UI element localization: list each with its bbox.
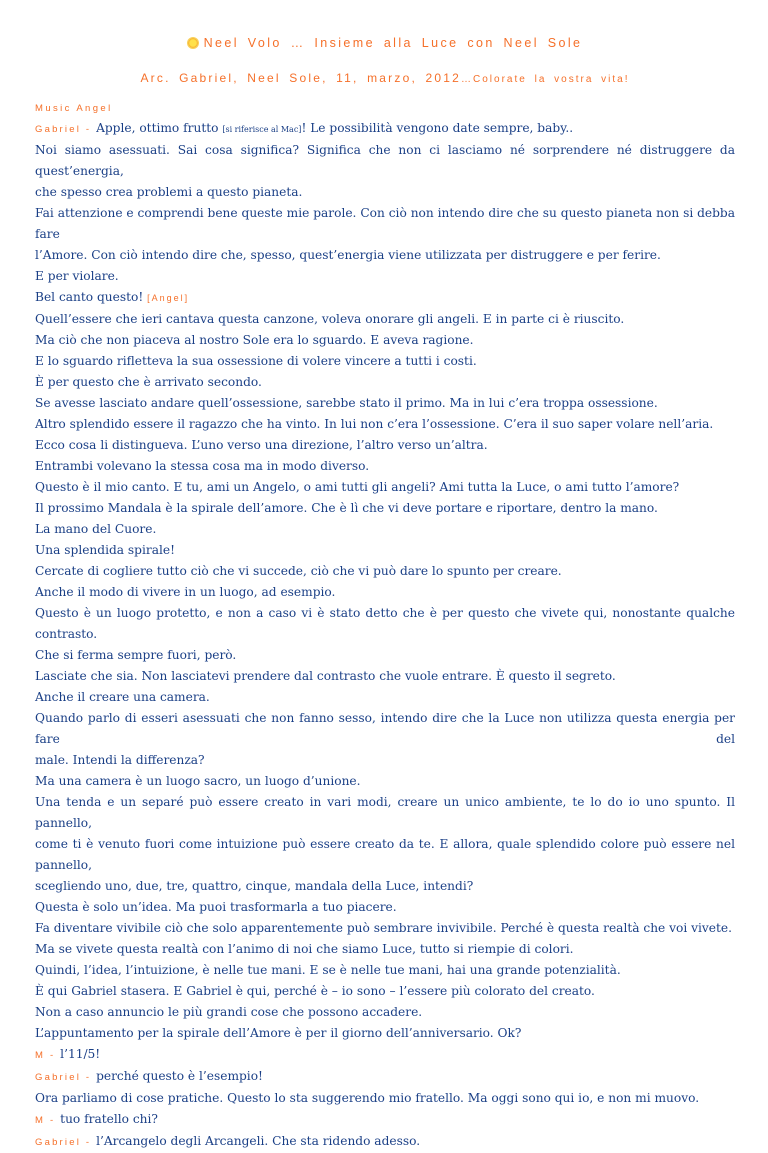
transcript-line [35, 1109, 735, 1131]
line-text: Questa è solo un’idea. Ma puoi trasformarla a tuo piacere. [35, 900, 397, 914]
speaker-label: Gabriel [35, 124, 82, 135]
line-text: Ecco cosa li distingueva. L’uno verso una direzione, l’altro verso un’altra. [35, 438, 488, 452]
transcript-line [35, 1066, 735, 1088]
line-text: Se avesse lasciato andare quell’ossessione, sarebbe stato il primo. Ma in lui c’era troppa ossessione. [35, 396, 658, 410]
inline-note: [si riferisce al Mac] [222, 125, 302, 134]
speaker-label: Gabriel [35, 1072, 82, 1083]
line-text: Anche il creare una camera. [35, 690, 210, 704]
transcript-line [35, 897, 735, 918]
transcript-line [35, 603, 735, 645]
transcript-line [35, 582, 735, 603]
line-text: l’11/5! [60, 1047, 101, 1061]
music-label: Music Angel [35, 103, 113, 114]
document-subtitle: Arc. Gabriel, Neel Sole, 11, marzo, 2012…Colorate la vostra vita! [140, 71, 630, 85]
transcript-line [35, 351, 735, 372]
line-text: Quando parlo di esseri asessuati che non fanno sesso, intendo dire che la Luce non utilizza questa energia per fare del [35, 711, 735, 746]
transcript-line [35, 876, 735, 897]
line-text: Ma ciò che non piaceva al nostro Sole era lo sguardo. E aveva ragione. [35, 333, 474, 347]
line-text: Anche il modo di vivere in un luogo, ad esempio. [35, 585, 336, 599]
transcript-line [35, 118, 735, 140]
line-text: È qui Gabriel stasera. E Gabriel è qui, perché è – io sono – l’essere più colorato del creato. [35, 984, 595, 998]
speaker-separator: - [81, 1137, 97, 1148]
line-text: Apple, ottimo frutto [96, 121, 223, 135]
line-text: Ora parliamo di cose pratiche. Questo lo sta suggerendo mio fratello. Ma oggi sono qui io, e non mi muovo. [35, 1091, 700, 1105]
transcript-line [35, 287, 735, 309]
transcript-line [35, 245, 735, 266]
transcript-line [35, 330, 735, 351]
transcript-line [35, 561, 735, 582]
transcript-line [35, 792, 735, 834]
line-text: Bel canto questo! [35, 290, 148, 304]
line-text: Fa diventare vivibile ciò che solo apparentemente può sembrare invivibile. Perché è questa realtà che voi vivete. [35, 921, 732, 935]
line-text: E lo sguardo rifletteva la sua ossessione di volere vincere a tutti i costi. [35, 354, 477, 368]
speaker-separator: - [45, 1050, 61, 1061]
transcript-line [35, 687, 735, 708]
transcript [35, 118, 735, 1153]
line-text: Questo è il mio canto. E tu, ami un Angelo, o ami tutti gli angeli? Ami tutta la Luce, o ami tutto l’amore? [35, 480, 680, 494]
sun-icon [188, 38, 198, 48]
line-text: Il prossimo Mandala è la spirale dell’amore. Che è lì che vi deve portare e riportare, dentro la mano. [35, 501, 658, 515]
transcript-line [35, 498, 735, 519]
transcript-line [35, 435, 735, 456]
speaker-separator: - [45, 1115, 61, 1126]
transcript-line [35, 666, 735, 687]
transcript-line [35, 834, 735, 876]
transcript-line [35, 939, 735, 960]
transcript-line [35, 393, 735, 414]
speaker-separator: - [81, 124, 97, 135]
transcript-line [35, 771, 735, 792]
line-text: come ti è venuto fuori come intuizione può essere creato da te. E allora, quale splendido colore può essere nel pannello, [35, 837, 735, 872]
transcript-line [35, 1131, 735, 1153]
transcript-line [35, 750, 735, 771]
line-text: Altro splendido essere il ragazzo che ha vinto. In lui non c’era l’ossessione. C’era il suo saper volare nell’aria. [35, 417, 714, 431]
transcript-line [35, 645, 735, 666]
transcript-line [35, 266, 735, 287]
transcript-line [35, 1023, 735, 1044]
speaker-label: M [35, 1115, 46, 1126]
document-title: Neel Volo … Insieme alla Luce con Neel Sole [35, 0, 735, 54]
line-text: scegliendo uno, due, tre, quattro, cinque, mandala della Luce, intendi? [35, 879, 474, 893]
transcript-line [35, 203, 735, 245]
line-text: Cercate di cogliere tutto ciò che vi succede, ciò che vi può dare lo spunto per creare. [35, 564, 562, 578]
line-text: l’Arcangelo degli Arcangeli. Che sta ridendo adesso. [96, 1134, 421, 1148]
line-text: Una splendida spirale! [35, 543, 175, 557]
transcript-line [35, 309, 735, 330]
transcript-line [35, 540, 735, 561]
line-text: È per questo che è arrivato secondo. [35, 375, 262, 389]
line-text: Una tenda e un separé può essere creato in vari modi, creare un unico ambiente, te lo do io uno spunto. Il pannello, [35, 795, 735, 830]
transcript-line [35, 918, 735, 939]
transcript-line [35, 477, 735, 498]
line-text: Entrambi volevano la stessa cosa ma in modo diverso. [35, 459, 370, 473]
speaker-label: M [35, 1050, 46, 1061]
line-text: Quindi, l’idea, l’intuizione, è nelle tue mani. E se è nelle tue mani, hai una grande potenzialità. [35, 963, 621, 977]
speaker-separator: - [81, 1072, 97, 1083]
line-text: Questo è un luogo protetto, e non a caso vi è stato detto che è per questo che vivete qui, nonostante qualche contrasto. [35, 606, 735, 641]
transcript-line [35, 1044, 735, 1066]
line-text: E per violare. [35, 269, 119, 283]
transcript-line [35, 372, 735, 393]
line-text: Non a caso annuncio le più grandi cose che possono accadere. [35, 1005, 423, 1019]
line-text: Fai attenzione e comprendi bene queste mie parole. Con ciò non intendo dire che su questo pianeta non si debba fare [35, 206, 735, 241]
line-text: Noi siamo asessuati. Sai cosa significa? Significa che non ci lasciamo né sorprendere né distruggere da quest’energia, [35, 143, 735, 178]
line-text: Ma una camera è un luogo sacro, un luogo d’unione. [35, 774, 361, 788]
transcript-line [35, 1002, 735, 1023]
line-text-continued: ! Le possibilità vengono date sempre, baby.. [301, 121, 574, 135]
transcript-line [35, 960, 735, 981]
line-text: l’Amore. Con ciò intendo dire che, spesso, quest’energia viene utilizzata per distruggere e per ferire. [35, 248, 661, 262]
transcript-line [35, 1088, 735, 1109]
line-text: perché questo è l’esempio! [96, 1069, 263, 1083]
transcript-line [35, 140, 735, 182]
transcript-line [35, 182, 735, 203]
line-text: tuo fratello chi? [60, 1112, 158, 1126]
line-text: che spesso crea problemi a questo pianeta. [35, 185, 303, 199]
transcript-line [35, 456, 735, 477]
inline-tag: [Angel] [147, 293, 190, 303]
transcript-line [35, 981, 735, 1002]
line-text: Ma se vivete questa realtà con l’animo di noi che siamo Luce, tutto si riempie di colori. [35, 942, 574, 956]
line-text: Lasciate che sia. Non lasciatevi prendere dal contrasto che vuole entrare. È questo il segreto. [35, 669, 616, 683]
line-text: Che si ferma sempre fuori, però. [35, 648, 237, 662]
speaker-label: Gabriel [35, 1137, 82, 1148]
transcript-line [35, 708, 735, 750]
transcript-line [35, 519, 735, 540]
line-text: Quell’essere che ieri cantava questa canzone, voleva onorare gli angeli. E in parte ci è riuscito. [35, 312, 625, 326]
line-text: La mano del Cuore. [35, 522, 157, 536]
line-text: male. Intendi la differenza? [35, 753, 205, 767]
line-text: L’appuntamento per la spirale dell’Amore è per il giorno dell’anniversario. Ok? [35, 1026, 522, 1040]
transcript-line [35, 414, 735, 435]
